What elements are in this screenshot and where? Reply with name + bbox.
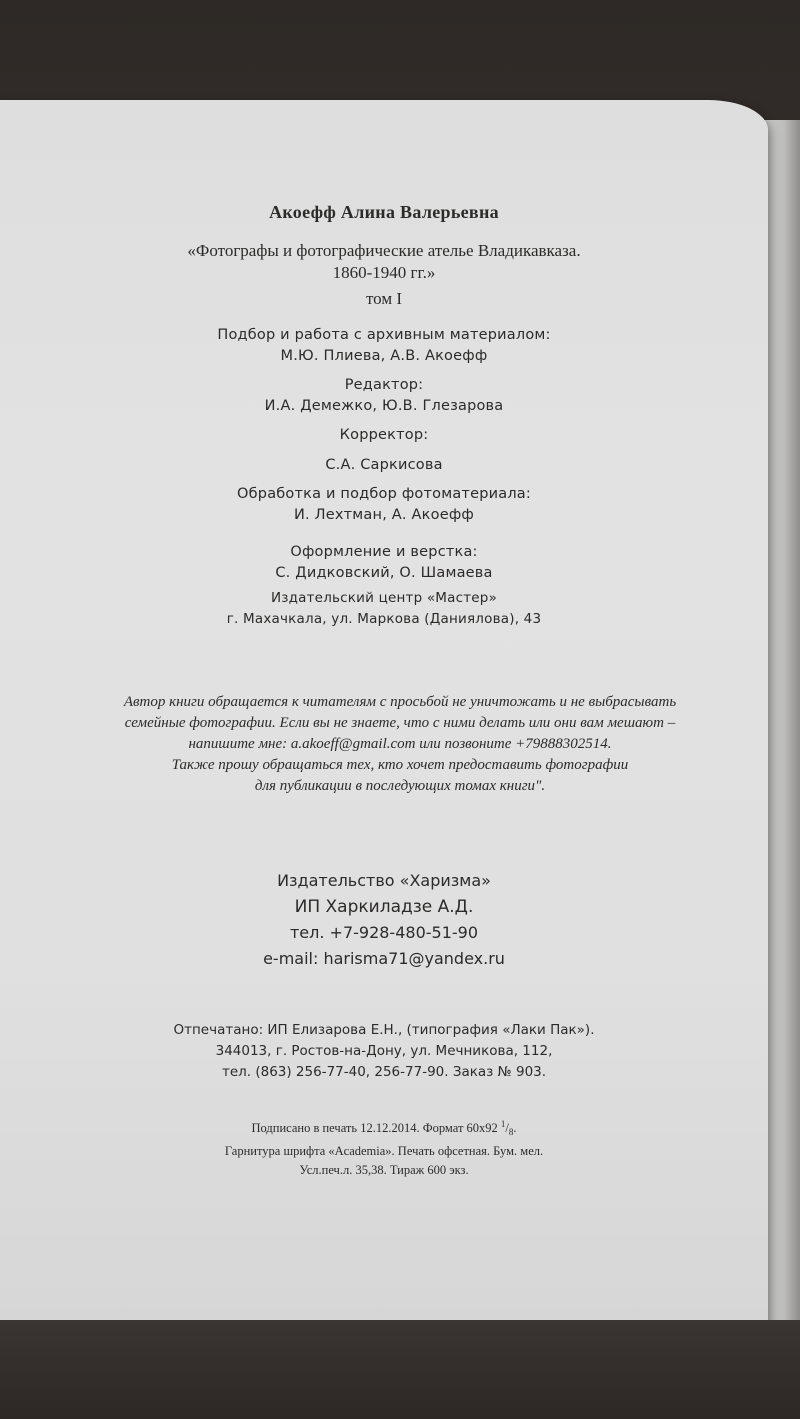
printer-line: Отпечатано: ИП Елизарова Е.Н., (типография «Лаки Пак»). [173,1022,595,1038]
title-line-2: 1860-1940 гг.» [332,263,436,282]
imprint-info [0,1115,768,1180]
credit-role: Корректор: [339,427,429,443]
title-line-1: «Фотографы и фотографические ателье Владикавказа. [187,241,581,260]
credit-editor [0,375,768,417]
table-surface [0,1320,800,1419]
notice-line: Также прошу обращаться тех, кто хочет предоставить фотографии [171,757,629,773]
credit-role: Подбор и работа с архивным материалом: [217,327,551,343]
notice-line: для публикации в последующих томах книги". [254,778,546,794]
fraction-numerator: 1 [500,1119,506,1129]
credit-names: М.Ю. Плиева, А.В. Акоефф [280,348,488,364]
printer-line: тел. (863) 256-77-40, 256-77-90. Заказ № 903. [221,1064,547,1080]
notice-line: Автор книги обращается к читателям с просьбой не уничтожать и не выбрасывать [123,694,677,710]
credit-role: Оформление и верстка: [290,544,478,560]
book-title [0,240,768,310]
credit-names: С.А. Саркисова [325,457,443,473]
publisher-center [0,588,768,630]
credit-photo-processing [0,484,768,526]
credit-names: И. Лехтман, А. Акоефф [293,507,475,523]
author-name: Акоефф Алина Валерьевна [269,202,499,222]
credit-names: С. Дидковский, О. Шамаева [275,565,493,581]
publisher-name: Издательство «Харизма» [277,871,491,890]
credits-section [0,325,768,630]
credit-archive [0,325,768,367]
credit-role: Обработка и подбор фотоматериала: [237,486,531,502]
author-notice [0,692,800,797]
volume-label: том I [365,289,403,308]
publisher-phone: тел. +7-928-480-51-90 [289,923,479,942]
imprint-line-text: Подписано в печать 12.12.2014. Формат 60х92 [251,1121,498,1135]
imprint-line: Подписано в печать 12.12.2014. Формат 60х92 $^1/_8$. [251,1119,517,1137]
credit-names: И.А. Демежко, Ю.В. Глезарова [264,398,504,414]
fraction-denominator: 8 [508,1127,514,1137]
printer-info [0,1020,768,1083]
credit-role: Редактор: [344,377,424,393]
publisher-center-address: г. Махачкала, ул. Маркова (Даниялова), 43 [226,611,542,627]
publisher-owner: ИП Харкиладзе А.Д. [294,897,474,917]
publisher-center-name: Издательский центр «Мастер» [270,590,498,606]
publisher-info [0,868,768,972]
printer-line: 344013, г. Ростов-на-Дону, ул. Мечникова, 112, [215,1043,553,1059]
notice-line: семейные фотографии. Если вы не знаете, что с ними делать или они вам мешают – [124,715,676,731]
publisher-email: e-mail: harisma71@yandex.ru [263,949,505,968]
credit-proofreader [0,425,768,476]
notice-line: напишите мне: a.akoeff@gmail.com или позвоните +79888302514. [188,736,612,752]
imprint-line: Гарнитура шрифта «Academia». Печать офсетная. Бум. мел. [224,1144,544,1158]
credit-layout [0,542,768,584]
imprint-line: Усл.печ.л. 35,38. Тираж 600 экз. [299,1163,469,1177]
